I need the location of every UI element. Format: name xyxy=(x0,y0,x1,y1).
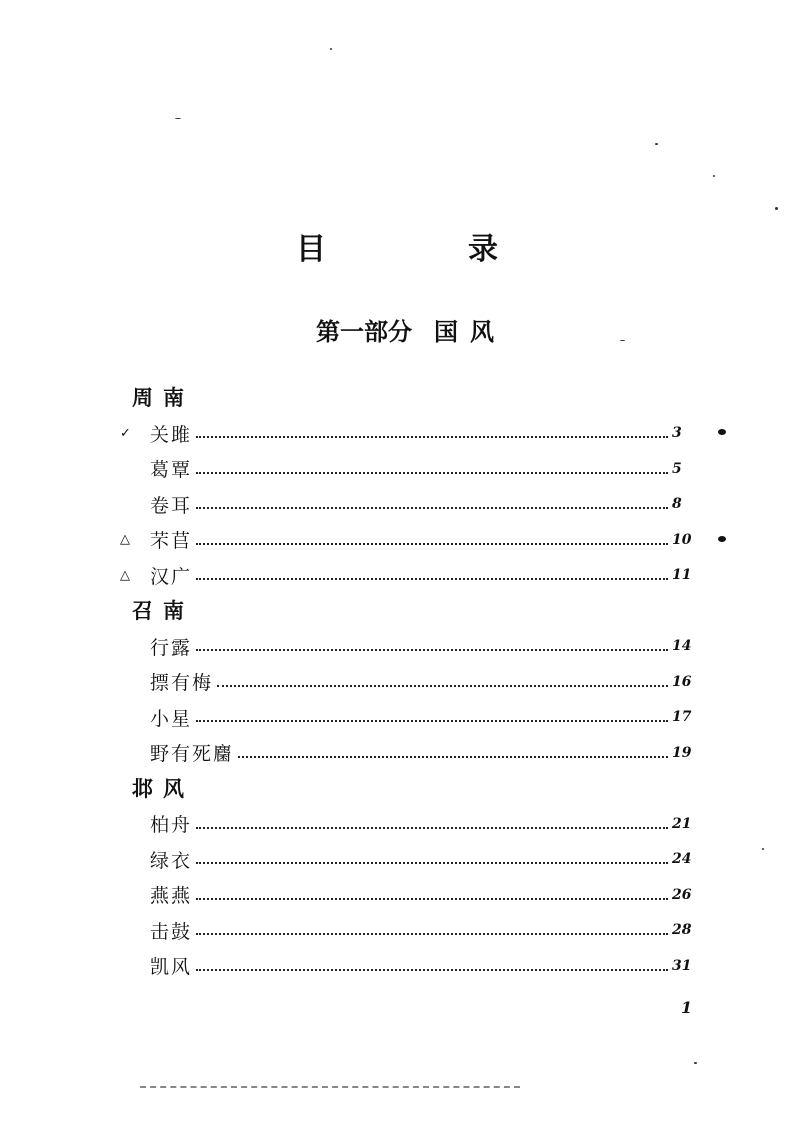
scan-speck xyxy=(620,340,625,341)
entry-title: 野有死麕 xyxy=(150,743,235,766)
triangle-marker-icon: △ xyxy=(120,567,130,583)
triangle-marker-icon: △ xyxy=(120,532,130,548)
entry-page-number: 24 xyxy=(672,851,692,868)
leader-dots xyxy=(196,578,668,580)
scan-speck xyxy=(694,1062,697,1064)
page-number: 1 xyxy=(681,998,693,1017)
entry-title: 汉广 xyxy=(150,565,193,588)
section-heading: 邶风 xyxy=(132,775,194,801)
entry-title: 绿衣 xyxy=(150,849,193,872)
toc-entry[interactable] xyxy=(120,522,700,558)
section-heading: 周南 xyxy=(132,385,194,410)
entry-page-number: 19 xyxy=(672,744,692,761)
leader-dots xyxy=(217,685,668,687)
leader-dots xyxy=(196,507,668,509)
entry-title: 小星 xyxy=(150,707,193,730)
leader-dots xyxy=(196,827,668,829)
toc-entry[interactable] xyxy=(120,735,700,771)
margin-dot-icon xyxy=(718,429,726,435)
toc-entry[interactable] xyxy=(120,877,700,913)
entry-page-number: 10 xyxy=(672,531,692,548)
leader-dots xyxy=(196,649,668,651)
entry-title: 葛覃 xyxy=(150,459,193,482)
section-heading: 召南 xyxy=(132,598,194,623)
leader-dots xyxy=(196,543,668,545)
entry-title: 燕燕 xyxy=(150,885,193,908)
toc-entry[interactable] xyxy=(120,451,700,487)
toc-entry[interactable] xyxy=(120,948,700,984)
part-title xyxy=(0,312,800,347)
toc-entry[interactable] xyxy=(120,842,700,878)
scan-speck xyxy=(775,207,778,210)
entry-page-number: 8 xyxy=(672,496,682,513)
toc-entry[interactable] xyxy=(120,664,700,700)
entry-title: 柏舟 xyxy=(150,814,193,837)
table-of-contents xyxy=(120,380,700,984)
leader-dots xyxy=(238,756,668,758)
margin-dot-icon xyxy=(718,536,726,542)
leader-dots xyxy=(196,720,668,722)
scan-speck xyxy=(762,848,764,850)
toc-entry[interactable] xyxy=(120,558,700,594)
entry-page-number: 11 xyxy=(672,567,692,584)
entry-page-number: 21 xyxy=(672,815,692,832)
toc-entry[interactable] xyxy=(120,913,700,949)
toc-entry[interactable] xyxy=(120,487,700,523)
scan-speck xyxy=(175,118,181,119)
leader-dots xyxy=(196,436,668,438)
entry-title: 击鼓 xyxy=(150,920,193,943)
entry-title: 卷耳 xyxy=(150,494,193,517)
toc-entry[interactable] xyxy=(120,629,700,665)
leader-dots xyxy=(196,933,668,935)
entry-page-number: 14 xyxy=(672,638,692,655)
entry-page-number: 16 xyxy=(672,673,692,690)
entry-page-number: 17 xyxy=(672,709,692,726)
entry-title: 行露 xyxy=(150,636,193,659)
entry-title: 凯风 xyxy=(150,956,193,979)
entry-title: 摽有梅 xyxy=(150,672,214,695)
entry-title: 关雎 xyxy=(150,423,193,446)
check-mark-icon: ✓ xyxy=(120,425,131,441)
entry-page-number: 26 xyxy=(672,886,692,903)
part-name-2: 风 xyxy=(470,317,494,346)
toc-entry[interactable] xyxy=(120,416,700,452)
entry-title: 芣苢 xyxy=(150,530,193,553)
scan-speck xyxy=(655,143,658,145)
toc-entry[interactable] xyxy=(120,700,700,736)
leader-dots xyxy=(196,862,668,864)
leader-dots xyxy=(196,472,668,474)
page-title: 目 录 xyxy=(296,232,554,267)
leader-dots xyxy=(196,969,668,971)
scan-speck xyxy=(330,48,332,50)
scan-speck xyxy=(713,175,715,177)
part-label: 第一部分 xyxy=(316,317,412,346)
toc-entry[interactable] xyxy=(120,806,700,842)
entry-page-number: 3 xyxy=(672,425,682,442)
entry-page-number: 28 xyxy=(672,922,692,939)
leader-dots xyxy=(196,898,668,900)
scan-artifact xyxy=(140,1082,520,1088)
entry-page-number: 5 xyxy=(672,460,682,477)
entry-page-number: 31 xyxy=(672,957,692,974)
part-name: 国 xyxy=(434,317,458,346)
